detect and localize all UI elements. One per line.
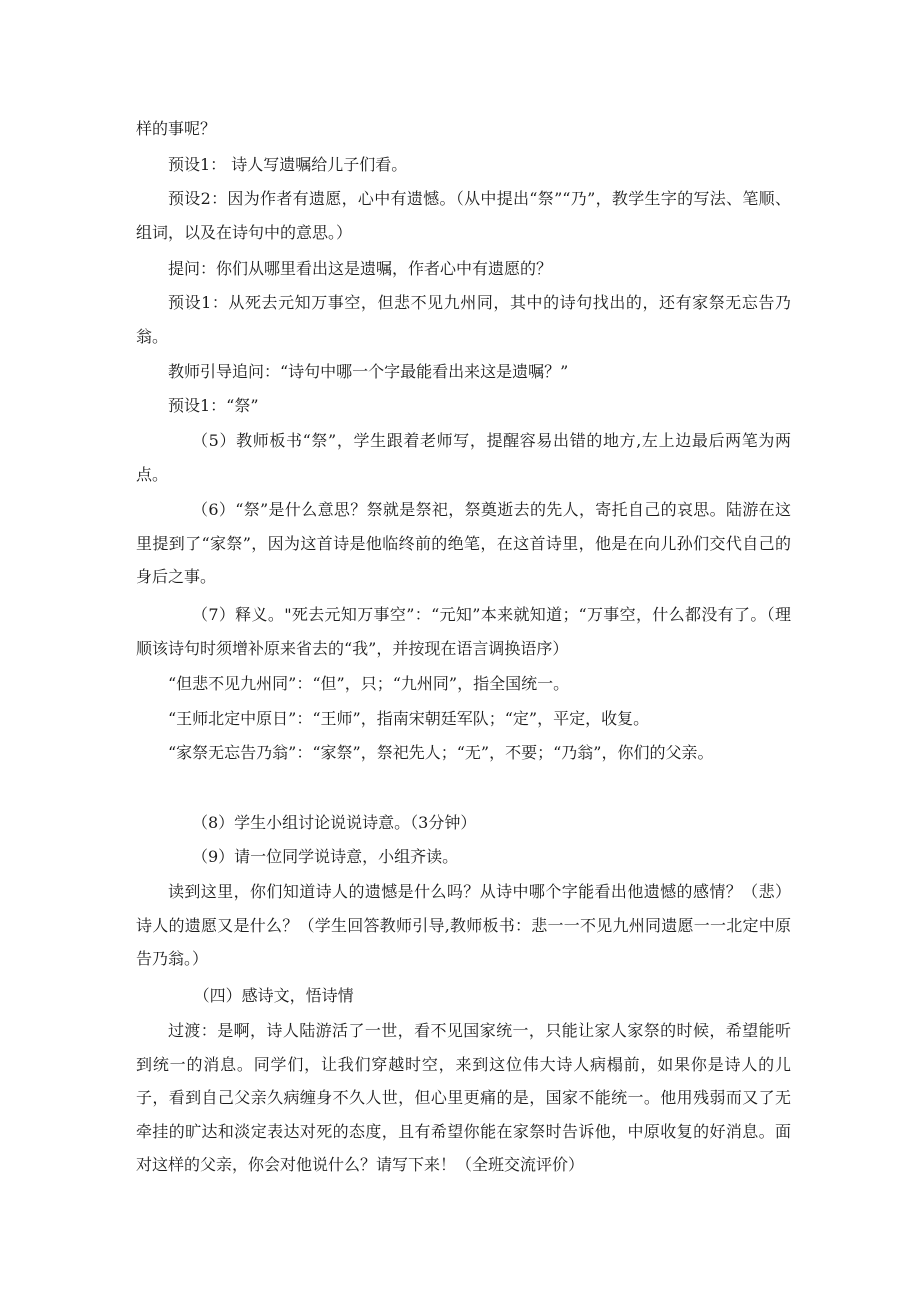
paragraph-step-5: （5）教师板书“祭”，学生跟着老师写，提醒容易出错的地方,左上边最后两笔为两点。 [136,431,791,484]
paragraph-reflection: 读到这里，你们知道诗人的遗憾是什么吗？从诗中哪个字能看出他遗憾的感情？（悲）诗人的遗愿又是什么？（学生回答教师引导,教师板书：悲一一不见九州同遗愿一一北定中原告乃翁。） [136,882,791,968]
paragraph-line-2: “但悲不见九州同”：“但”，只；“九州同”，指全国统一。 [168,674,570,693]
paragraph-step-6: （6）“祭”是什么意思？祭就是祭祀，祭奠逝去的先人，寄托自己的哀思。陆游在这里提到了“家祭”，因为这首诗是他临终前的绝笔，在这首诗里，他是在向儿孙们交代自己的身后之事。 [136,500,791,586]
paragraph-teacher-followup: 教师引导追问：“诗句中哪一个字最能看出来这是遗嘱？” [168,362,569,381]
paragraph-transition: 过渡：是啊，诗人陆游活了一世，看不见国家统一，只能让家人家祭的时候，希望能听到统一的消息。同学们，让我们穿越时空，来到这位伟大诗人病榻前，如果你是诗人的儿子，看到自己父亲久病缠身不久人世，但心里更痛的是，国家不能统一。他用残弱而又了无牵挂的旷达和淡定表达对死的态度，且有希望你能在家祭时告诉他，中原收复的好消息。面对这样的父亲，你会对他说什么？请写下来！（全班交流评价） [136,1021,791,1174]
paragraph-preset-2: 预设2：因为作者有遗愿，心中有遗憾。（从中提出“祭”“乃”，教学生字的写法、笔顺、组词，以及在诗句中的意思。） [136,189,791,242]
paragraph-preset-1-answer: 预设1：从死去元知万事空，但悲不见九州同，其中的诗句找出的，还有家祭无忘告乃翁。 [136,293,791,346]
paragraph-question: 提问：你们从哪里看出这是遗嘱，作者心中有遗愿的？ [168,259,553,278]
paragraph-preset-1: 预设1： 诗人写遗嘱给儿子们看。 [168,155,408,174]
paragraph-continuation: 样的事呢？ [136,119,217,138]
paragraph-line-4: “家祭无忘告乃翁”：“家祭”，祭祀先人；“无”，不要；“乃翁”，你们的父亲。 [168,743,714,762]
paragraph-step-8: （8）学生小组讨论说说诗意。（3分钟） [192,813,477,832]
paragraph-step-7: （7）释义。"死去元知万事空”：“元知”本来就知道；“万事空，什么都没有了。（理顺该诗句时须增补原来省去的“我”，并按现在语言调换语序） [136,605,791,658]
paragraph-preset-1-ji: 预设1：“祭” [168,396,259,415]
paragraph-line-3: “王师北定中原日”：“王师”，指南宋朝廷军队；“定”，平定，收复。 [168,709,650,728]
section-heading-4: （四）感诗文，悟诗情 [193,986,354,1005]
paragraph-step-9: （9）请一位同学说诗意，小组齐读。 [192,847,459,866]
